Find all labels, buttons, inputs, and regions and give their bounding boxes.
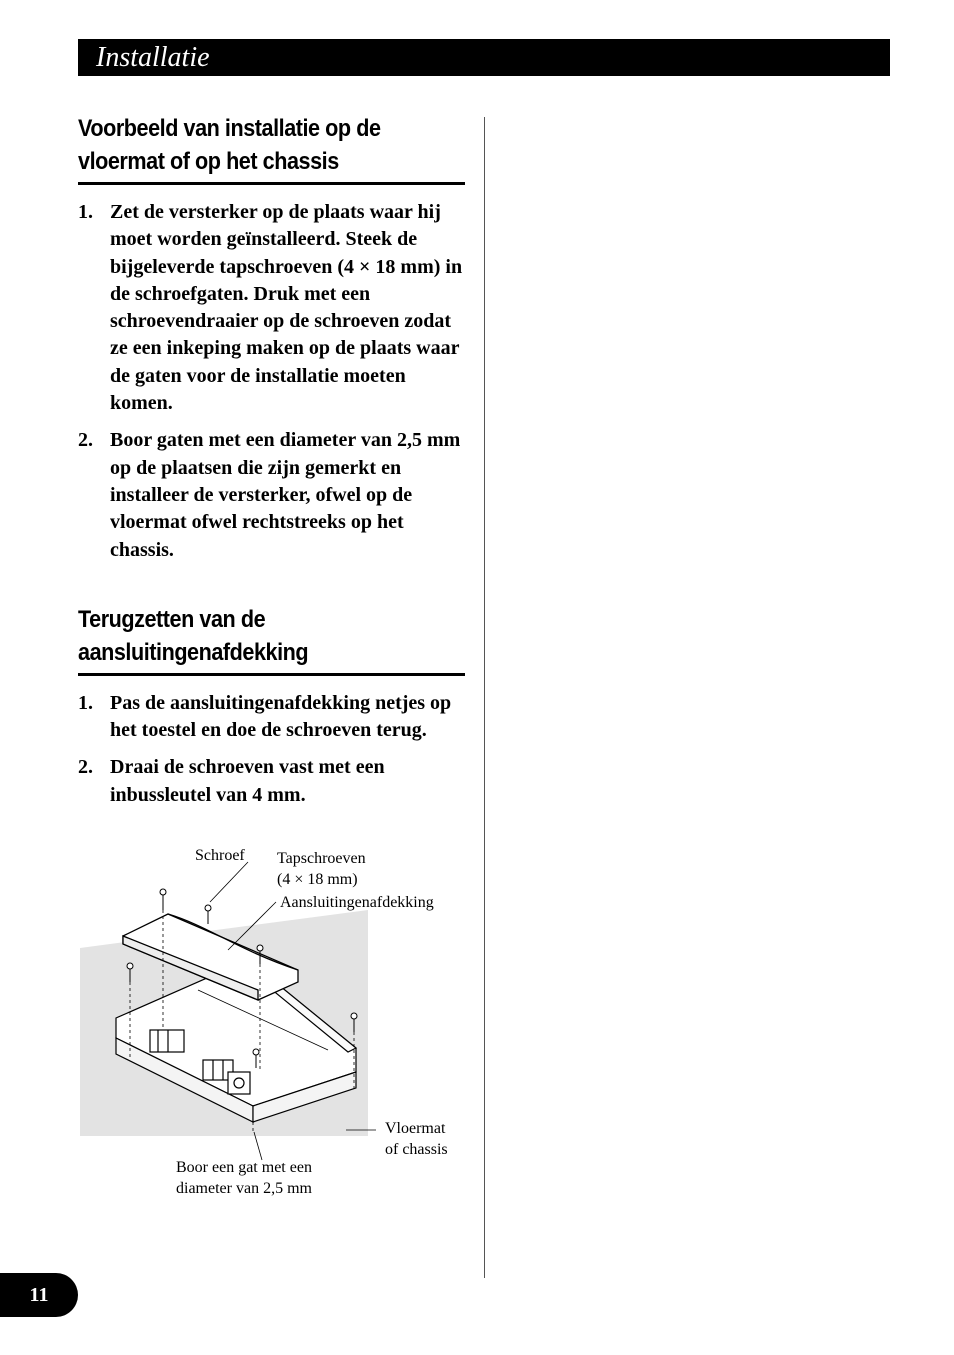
step-text: Pas de aansluitingenafdekking netjes op het toestel en doe de schroeven terug. — [110, 691, 452, 742]
label-floor-mat — [385, 1118, 448, 1160]
section2 — [78, 603, 465, 809]
label-floor-line1: Vloermat — [385, 1120, 446, 1137]
label-drill-line1: Boor een gat met een — [176, 1159, 312, 1176]
section1-heading-line1: Voorbeeld van installatie op de — [78, 115, 381, 142]
section2-heading — [78, 603, 465, 673]
section1-rule — [78, 182, 465, 185]
label-drill-line2: diameter van 2,5 mm — [176, 1180, 312, 1197]
section2-heading-line2: aansluitingenafdekking — [78, 638, 309, 666]
section1-steps — [78, 199, 465, 564]
label-terminal-cover: Aansluitingenafdekking — [280, 894, 434, 911]
section2-steps — [78, 690, 465, 809]
label-screw: Schroef — [195, 847, 245, 864]
step-number: 2. — [78, 756, 93, 779]
label-floor-line2: of chassis — [385, 1141, 448, 1158]
column-divider — [484, 117, 485, 1278]
page-title: Installatie — [96, 42, 210, 73]
section1-heading — [78, 112, 465, 182]
label-tapping-screws — [277, 848, 366, 890]
step-text: Zet de versterker op de plaats waar hij moet worden geïnstalleerd. Steek de bijgeleverde tapschroeven (4 × 18 mm) in de schroefgaten. Druk met een schroevendraaier op de schroeven zodat ze een inkeping maken op de plaats waar de gaten voor de installatie moeten komen. — [110, 201, 463, 415]
screw-icon — [205, 905, 211, 924]
section1-heading-line2: vloermat of op het chassis — [78, 148, 339, 175]
step-number: 2. — [78, 429, 93, 452]
section1 — [78, 112, 465, 564]
section2-heading-line1: Terugzetten van de — [78, 605, 266, 633]
page-number-tab — [0, 1273, 78, 1317]
label-tapping-line2: (4 × 18 mm) — [277, 871, 358, 888]
section1-step-2 — [78, 427, 465, 563]
header-bar — [78, 39, 890, 76]
section2-step-2 — [78, 754, 465, 809]
screw-icon — [160, 889, 166, 910]
label-drill-hole — [176, 1157, 312, 1199]
section2-step-1 — [78, 690, 465, 745]
section1-step-1 — [78, 199, 465, 417]
step-number: 1. — [78, 201, 93, 223]
page-number: 11 — [29, 1284, 49, 1306]
step-number: 1. — [78, 691, 93, 714]
installation-figure — [78, 840, 468, 1210]
step-text: Boor gaten met een diameter van 2,5 mm op de plaatsen die zijn gemerkt en installeer de versterker, ofwel op de vloermat ofwel rechtstreeks op het chassis. — [110, 429, 461, 561]
label-tapping-line1: Tapschroeven — [277, 850, 366, 867]
left-column — [78, 112, 465, 809]
section2-rule — [78, 673, 465, 676]
step-text: Draai de schroeven vast met een inbussleutel van 4 mm. — [110, 756, 385, 806]
